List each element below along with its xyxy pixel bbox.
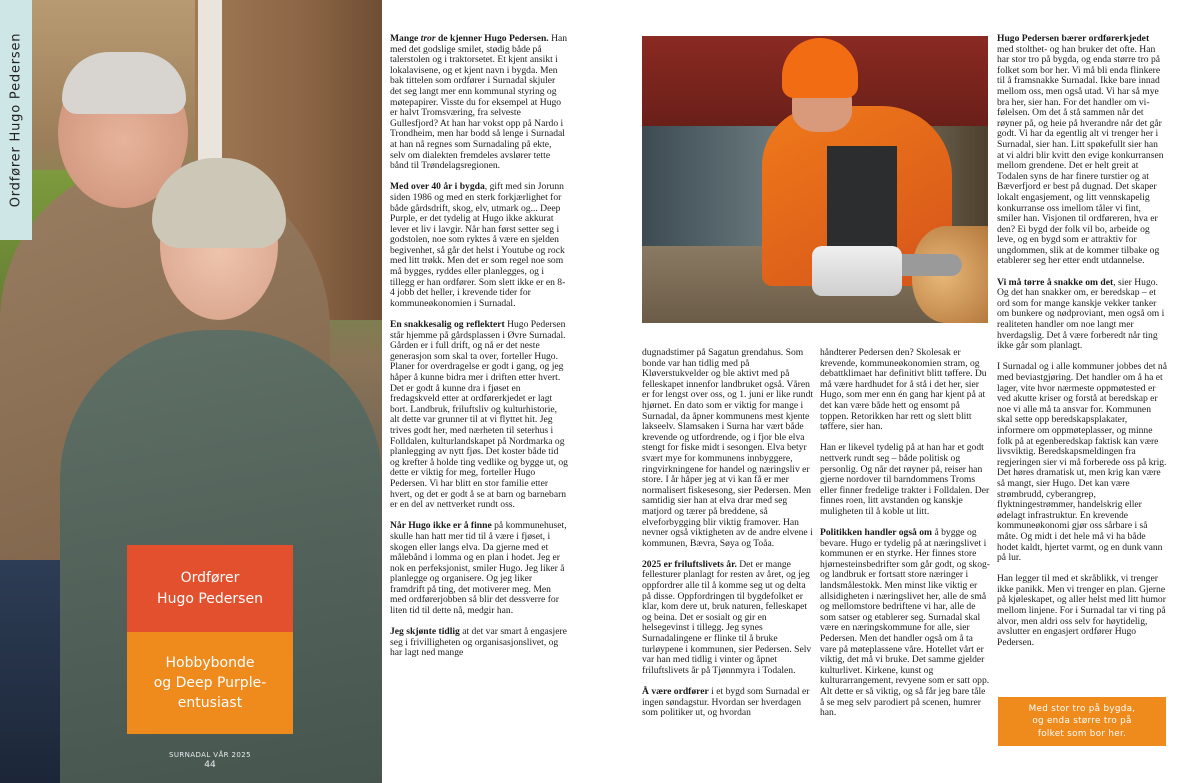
paragraph (997, 278, 1167, 352)
lead-in (390, 33, 549, 44)
paragraph (390, 182, 568, 309)
paragraph: Han er likevel tydelig på at han har et godt nettverk rundt seg – både politisk og personlig. Og når det røyner på, reiser han gjerne nordover til barndommens Troms eller finner fredelige trakter i Folldalen. Der finnes roen, litt avstanden og kanskje muligheten til å koble ut litt. (820, 442, 990, 517)
paragraph (820, 528, 990, 719)
subtitle-line-2: og Deep Purple- (153, 675, 267, 691)
article-column-4 (997, 34, 1167, 648)
paragraph-text: på kommunehuset, skulle han hatt mer tid til å være i fjøset, i skogen eller langs elva. Da gjerne med et målebånd i lomma og en plan i hodet. Jeg er nok en perfeksjonist, smiler Hugo. Jeg liker å planlegge og organisere. Og jeg liker framdrift på ting, det motiverer meg. Men med ordførerjobben så blir det dessverre for liten tid til dette nå, medgir han. (390, 520, 567, 617)
paragraph: Han legger til med et skråblikk, vi trenger ikke panikk. Men vi trenger en plan. Gjerne på kjøleskapet, og aller helst med litt humor mellom linjene. For i Surnadal tar vi ting på alvor, men aldri oss selv for høytidelig, avslutter en engasjert ordfører Hugo Pedersen. (997, 573, 1166, 648)
paragraph-text: Det er mange fellesturer planlagt for resten av året, og jeg oppfordrer alle til å komme seg ut og delta på disse. Oppfordringen til bygdefolket er klar, kom dere ut, bruk naturen, felleskapet og beina. Det er sosialt og gir en helsegevinst i tillegg. Jeg synes Surnadalingene er flinke til å bruke turløypene i kommunen, sier Pedersen. Selv var han med tidlig i vinter og åpnet friluftslivets år på Tjønnmyra i Todalen. (642, 558, 812, 676)
paragraph-text: Han med det godslige smilet, stødig både på talerstolen og i traktorsetet. Et kjent ansikt i lokalavisene, og et kjent navn i bygda. Men bak tittelen som ordfører i Surnadal skjuler det seg langt mer enn kommunal styring og møtepapirer. Visste du for eksempel at Hugo er halvt Tromsværing, fra selveste Gullesfjord? At han har vokst opp på Nardo i Trondheim, men har bodd så lenge i Surnadal at han nå regnes som Surnadaling på ekte, selv om dialekten fremdeles avslører tette bånd til Trøndelagsregionen. (390, 33, 568, 172)
lead-in-text: de kjenner Hugo Pedersen. (435, 33, 549, 44)
paragraph-text: i et bygd som Surnadal er ingen søndagstur. Hvordan ser hverdagen som politiker ut, og hvordan (642, 686, 810, 719)
paragraph-text: , sier Hugo. Og det han snakker om, er beredskap – et ord som for mange kanskje vekker tanker om bunkere og nødproviant, men også om i realiteten handler om noe langt mer hverdagslig. Det å være forberedt når ting ikke går som planlagt. (997, 276, 1165, 352)
page-footer (140, 751, 280, 770)
section-tab-label: Ordfører Hugo Pedersen (8, 32, 24, 208)
man-hair (62, 52, 186, 114)
page-number: 44 (204, 760, 216, 770)
lead-in: Vi må tørre å snakke om det (997, 276, 1114, 288)
magazine-name: SURNADAL VÅR 2025 (169, 751, 251, 759)
lead-in: Hugo Pedersen bærer ordførerkjedet (997, 33, 1150, 44)
article-column-2 (642, 348, 814, 719)
subtitle-line-3: entusiast (177, 695, 243, 711)
paragraph (642, 687, 814, 719)
lead-in-emphasis: tror (420, 33, 436, 44)
article-column-1 (390, 34, 568, 659)
couple-photo (0, 0, 382, 783)
chainsaw-photo (642, 36, 988, 323)
section-tab (0, 0, 32, 240)
paragraph-text: at det var smart å engasjere seg i frivilligheten og organisasjonslivet, og har lagt ned mange (390, 626, 567, 659)
paragraph (390, 320, 568, 511)
paragraph: I Surnadal og i alle kommuner jobbes det nå med beviastgjøring. Det handler om å ha et lager, vite hvor nærmeste oppmøtested er ved akutte kriser og forstå at beredskap er noe vi alle må ta ansvar for. Kommunen skal sette opp beredskapsplakater, informere om oppmøteplasser, og minne folk på at egenberedskap faktisk kan være livsviktig. Beredskapsmeldingen fra regjeringen sier vi må forberede oss på krig. Det høres dramatisk ut, men krig kan være så mangt, sier Hugo. Det kan være strømbrudd, cyberangrep, flyktningestrømmer, handelskrig eller ødelagt infrastruktur. En krevende kommuneøkonomi gjør oss sårbare i så måte. Og midt i det hele må vi ha både hodet kaldt, hjertet varmt, og en dunk vann på lur. (997, 361, 1167, 564)
paragraph (390, 521, 568, 616)
paragraph: håndterer Pedersen den? Skolesak er krevende, kommuneøkonomien stram, og debattklimaet har definitivt blitt tøffere. Du må være hardhudet for å stå i det her, sier Hugo, som mer enn én gang har kjent på at det kan være både hett og ensomt på toppen. Retorikken har rett og slett blitt tøffere, sier han. (820, 347, 987, 433)
subtitle-box (127, 632, 293, 734)
pull-quote (998, 697, 1166, 746)
paragraph (390, 627, 568, 659)
paragraph-text: å bygge og bevare. Hugo er tydelig på at næringslivet i kommunen er en styrke. Her finnes store hjørnesteinsbedrifter som går godt, og skog- og landbruk er fortsatt store næringer i landsmålestokk. Men minst like viktig er allsidigheten i næringslivet her, alle de små og mellomstore bedriftene vi har, alle de som satser og etablerer seg. Surnadal skal være en næringskommune for alle, sier Pedersen. Men det handler også om å ta vare på møteplassene våre. Hotellet vårt er viktig, det må vi bruke. Det samme gjelder kulturlivet. Kirkene, kunst og kulturarrangement, revyene som er satt opp. Alt dette er så viktig, og så får jeg bare tåle å se meg selv parodiert på scenen, humrer han. (820, 527, 990, 719)
paragraph (390, 34, 568, 172)
title-line-2: Hugo Pedersen (157, 590, 263, 607)
subtitle-line-1: Hobbybonde (165, 655, 255, 671)
paragraph-text: Hugo Pedersen står hjemme på gårdsplassen i Øvre Surnadal. Gården er i full drift, og nå er det neste generasjon som skal ta over, forteller Hugo. Planer for overdragelse er godt i gang, og jeg håper å kunne bidra mer i driften etter hvert. Det er godt å kunne dra i fjøset en fredagskveld etter at ordførerkjedet er lagt bort. Landbruk, friluftsliv og kulturhistorie, alt dette var grunner til at vi flyttet hit. Jeg trives godt her, med nærheten til seterhus i Folldalen, kulturlandskapet på Nordmarka og planlegging av nytt fjøs. Det koster både tid og krefter å holde ting vedlike og bygge ut, og dette er viktig for meg, forteller Hugo Pedersen. Vi har blitt en stor familie etter hvert, og det er godt å se at barn og barnebarn er en del av nettverket rundt oss. (390, 319, 568, 511)
lead-in: Politikken handler også om (820, 527, 933, 539)
paragraph (642, 560, 814, 677)
title-line-1: Ordfører (180, 569, 240, 586)
lead-in: Med over 40 år i bygda (390, 181, 485, 193)
lead-in: En snakkesalig og reflektert (390, 319, 505, 331)
chainsaw (812, 246, 902, 296)
pull-quote-line-2: og enda større tro på (1032, 716, 1132, 727)
chainsaw-bar (892, 254, 962, 276)
article-column-3 (820, 348, 990, 719)
pull-quote-line-3: folket som bor her. (1037, 728, 1127, 739)
pull-quote-line-1: Med stor tro på bygda, (1028, 703, 1136, 714)
lead-in-text: Mange (390, 33, 421, 44)
paragraph (997, 34, 1167, 267)
lead-in: Jeg skjønte tidlig (390, 626, 460, 638)
lead-in: 2025 er friluftslivets år. (642, 558, 737, 570)
paragraph: dugnadstimer på Sagatun grendahus. Som bonde var han tidlig med på Kløverstukvelder og ble aktivt med på felleskapet innenfor landbruket også. Våren er for lengst over oss, og 1. juni er like rundt hjørnet. En dato som er viktig for mange i Surnadal, da åpner kommunens mest kjente lakseelv. Slamsaken i Surna har vært både krevende og utfordrende, og i fjor ble elva stengt for fiske midt i sesongen. Elva betyr svært mye for kommunens innbyggere, ringvirkningene for handel og næringsliv er store. I år håper jeg at vi kan få er mer normalisert fiskesesong, sier Pedersen. Men samtidig sier han at elva drar med seg matjord og tærer på breddene, så elveforbygging blir viktig framover. Han nevner også viktigheten av de andre elvene i kommunen, Bævra, Søya og Toåa. (642, 347, 814, 549)
lead-in: Å være ordfører (642, 686, 709, 697)
paragraph-text: , gift med sin Jorunn siden 1986 og med en sterk forkjærlighet for både gårdsdrift, skog, elv, utmark og... Deep Purple, er det tydelig at Hugo ikke akkurat lever et liv i lavgir. Når han først setter seg i godstolen, noe som ryktes å være en sjelden begivenhet, så går det helst i Youtube og rock med litt trøkk. Men det er som regel noe som må bygges, ryddes eller planlegges, og i tillegg er han ordfører. Som slett ikke er en 8-4 jobb det heller, i krevende tider for kommuneøkonomien i Surnadal. (390, 181, 566, 309)
title-box (127, 545, 293, 632)
paragraph-text: med stolthet- og han bruker det ofte. Han har stor tro på bygda, og enda større tro på folket som bor her. Vi må bli enda flinkere til å framsnakke Surnadal. Ikke bare innad mellom oss, men også utad. Vi har så mye bra her, sier han. For det handler om vi-følelsen. Om det å stå sammen når det røyner på, og heie på hverandre når det går godt. Vi har da egentlig alt vi trenger her i Surnadal, sier han. Litt spøkefullt sier han at vi aldri blir kvitt den evige konkurransen mellom grendene. Det er helt greit at Todalen syns de har finere turstier og at Bæverfjord er best på dugnad. Det skaper lokalt engasjement, og litt vennskapelig konkurranse oss imellom tåler vi fint, smiler han. Visjonen til ordføreren, hva er den? Ei bygd der folk vil bo, arbeide og leve, og en bygd som er attraktiv for ungdommen, slik at de kommer tilbake og etablerer seg her etter endt utdannelse. (997, 43, 1164, 267)
lead-in: Når Hugo ikke er å finne (390, 520, 492, 532)
